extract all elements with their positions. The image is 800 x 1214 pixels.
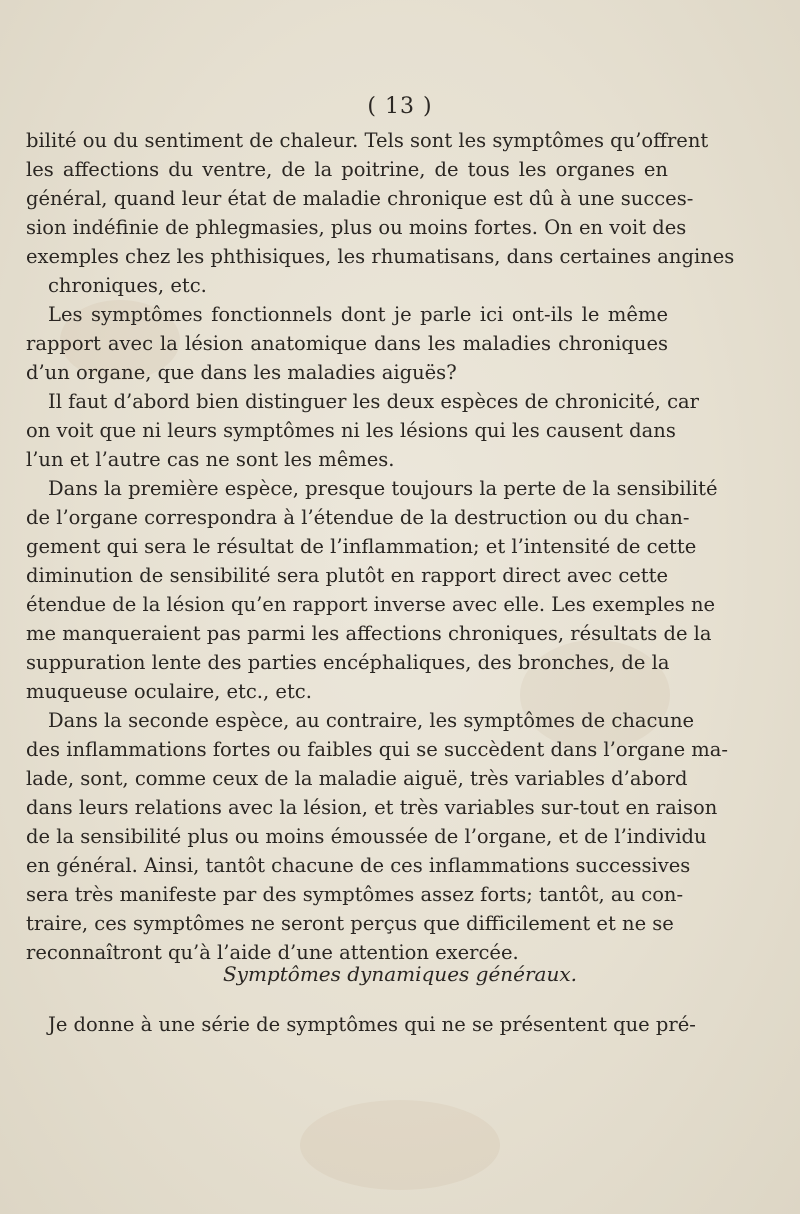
text-line: général, quand leur état de maladie chronique est dû à une succes- bbox=[26, 187, 694, 210]
text-line: Dans la première espèce, presque toujours la perte de la sensibilité bbox=[48, 477, 718, 500]
text-line: l’un et l’autre cas ne sont les mêmes. bbox=[26, 448, 395, 471]
paragraph bbox=[26, 706, 729, 967]
paragraph bbox=[26, 300, 668, 387]
text-line: Je donne à une série de symptômes qui ne se présentent que pré- bbox=[48, 1013, 696, 1036]
text-line: chroniques, etc. bbox=[48, 274, 207, 297]
text-line: sera très manifeste par des symptômes assez forts; tantôt, au con- bbox=[26, 883, 684, 906]
paragraph bbox=[26, 126, 735, 300]
page-number: ( 13 ) bbox=[367, 94, 433, 119]
text-line: en général. Ainsi, tantôt chacune de ces inflammations successives bbox=[26, 854, 691, 877]
text-line: rapport avec la lésion anatomique dans les maladies chroniques bbox=[26, 332, 668, 355]
text-line: suppuration lente des parties encéphaliques, des bronches, de la bbox=[26, 651, 670, 674]
text-line: des inflammations fortes ou faibles qui se succèdent dans l’organe ma- bbox=[26, 738, 729, 761]
text-line: traire, ces symptômes ne seront perçus que difficilement et ne se bbox=[26, 912, 674, 935]
text-line: bilité ou du sentiment de chaleur. Tels sont les symptômes qu’offrent bbox=[26, 129, 709, 152]
text-line: diminution de sensibilité sera plutôt en rapport direct avec cette bbox=[26, 564, 668, 587]
text-line: lade, sont, comme ceux de la maladie aiguë, très variables d’abord bbox=[26, 767, 688, 790]
text-line: Les symptômes fonctionnels dont je parle ici ont-ils le même bbox=[48, 303, 668, 326]
paper-stain bbox=[300, 1100, 500, 1190]
text-line: de la sensibilité plus ou moins émoussée de l’organe, et de l’individu bbox=[26, 825, 707, 848]
body-text bbox=[26, 126, 735, 967]
text-line: exemples chez les phthisiques, les rhumatisans, dans certaines angines bbox=[26, 245, 735, 268]
text-line: me manqueraient pas parmi les affections chroniques, résultats de la bbox=[26, 622, 712, 645]
text-line: reconnaîtront qu’à l’aide d’une attention exercée. bbox=[26, 941, 519, 964]
text-line: on voit que ni leurs symptômes ni les lésions qui les causent dans bbox=[26, 419, 676, 442]
text-line: Dans la seconde espèce, au contraire, les symptômes de chacune bbox=[48, 709, 695, 732]
text-line: Il faut d’abord bien distinguer les deux espèces de chronicité, car bbox=[48, 390, 699, 413]
paragraph bbox=[26, 387, 699, 474]
text-line: muqueuse oculaire, etc., etc. bbox=[26, 680, 312, 703]
section-heading: Symptômes dynamiques généraux. bbox=[222, 962, 578, 986]
text-line: dans leurs relations avec la lésion, et très variables sur-tout en raison bbox=[26, 796, 718, 819]
text-line: de l’organe correspondra à l’étendue de la destruction ou du chan- bbox=[26, 506, 690, 529]
text-line: les affections du ventre, de la poitrine, de tous les organes en bbox=[26, 158, 668, 181]
text-line: gement qui sera le résultat de l’inflammation; et l’intensité de cette bbox=[26, 535, 697, 558]
text-line: sion indéfinie de phlegmasies, plus ou moins fortes. On en voit des bbox=[26, 216, 687, 239]
text-line: d’un organe, que dans les maladies aiguës? bbox=[26, 361, 457, 384]
paragraph bbox=[26, 474, 718, 706]
text-line: étendue de la lésion qu’en rapport inverse avec elle. Les exemples ne bbox=[26, 593, 716, 616]
